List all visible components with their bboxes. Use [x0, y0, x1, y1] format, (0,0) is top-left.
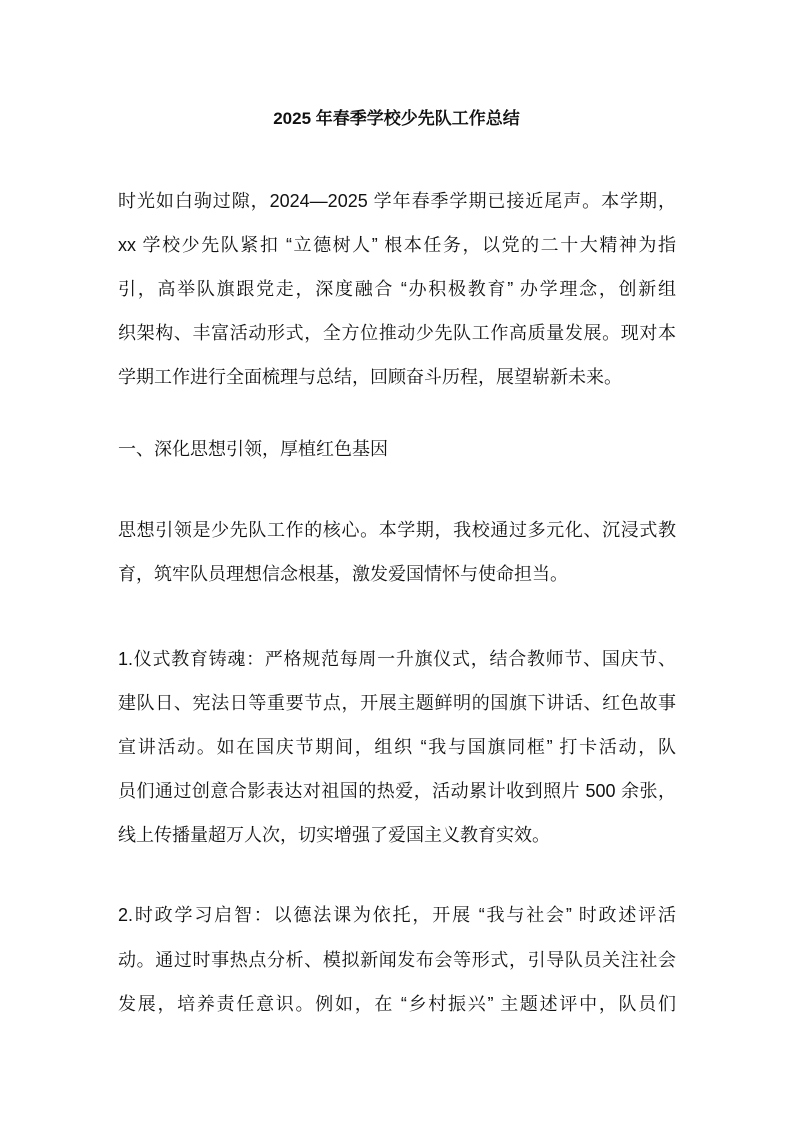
text-line: 动。通过时事热点分析、模拟新闻发布会等形式，引导队员关注社会 — [118, 950, 676, 970]
text-line: 学期工作进行全面梳理与总结，回顾奋斗历程，展望崭新未来。 — [118, 367, 622, 387]
text-line: 1.仪式教育铸魂：严格规范每周一升旗仪式，结合教师节、国庆节、 — [118, 649, 676, 669]
text-line: 线上传播量超万人次，切实增强了爱国主义教育实效。 — [118, 825, 550, 845]
text-line: 育，筑牢队员理想信念根基，激发爱国情怀与使命担当。 — [118, 564, 568, 584]
heading-line: 一、深化思想引领，厚植红色基因 — [118, 439, 388, 459]
text-line: 思想引领是少先队工作的核心。本学期，我校通过多元化、沉浸式教 — [118, 520, 676, 540]
text-line: 宣讲活动。如在国庆节期间，组织 “我与国旗同框” 打卡活动，队 — [118, 737, 676, 757]
text-line: 引，高举队旗跟党走，深度融合 “办积极教育” 办学理念，创新组 — [118, 279, 676, 299]
text-line: 织架构、丰富活动形式，全方位推动少先队工作高质量发展。现对本 — [118, 323, 676, 343]
document-title: 2025 年春季学校少先队工作总结 — [273, 109, 520, 128]
text-line: xx 学校少先队紧扣 “立德树人” 根本任务，以党的二十大精神为指 — [118, 235, 676, 255]
text-line: 时光如白驹过隙，2024—2025 学年春季学期已接近尾声。本学期， — [118, 191, 676, 211]
text-line: 发展，培养责任意识。例如，在 “乡村振兴” 主题述评中，队员们 — [118, 994, 676, 1014]
text-line: 2.时政学习启智：以德法课为依托，开展 “我与社会” 时政述评活 — [118, 905, 676, 925]
text-line: 建队日、宪法日等重要节点，开展主题鲜明的国旗下讲话、红色故事 — [118, 693, 676, 713]
text-line: 员们通过创意合影表达对祖国的热爱，活动累计收到照片 500 余张， — [118, 781, 676, 801]
